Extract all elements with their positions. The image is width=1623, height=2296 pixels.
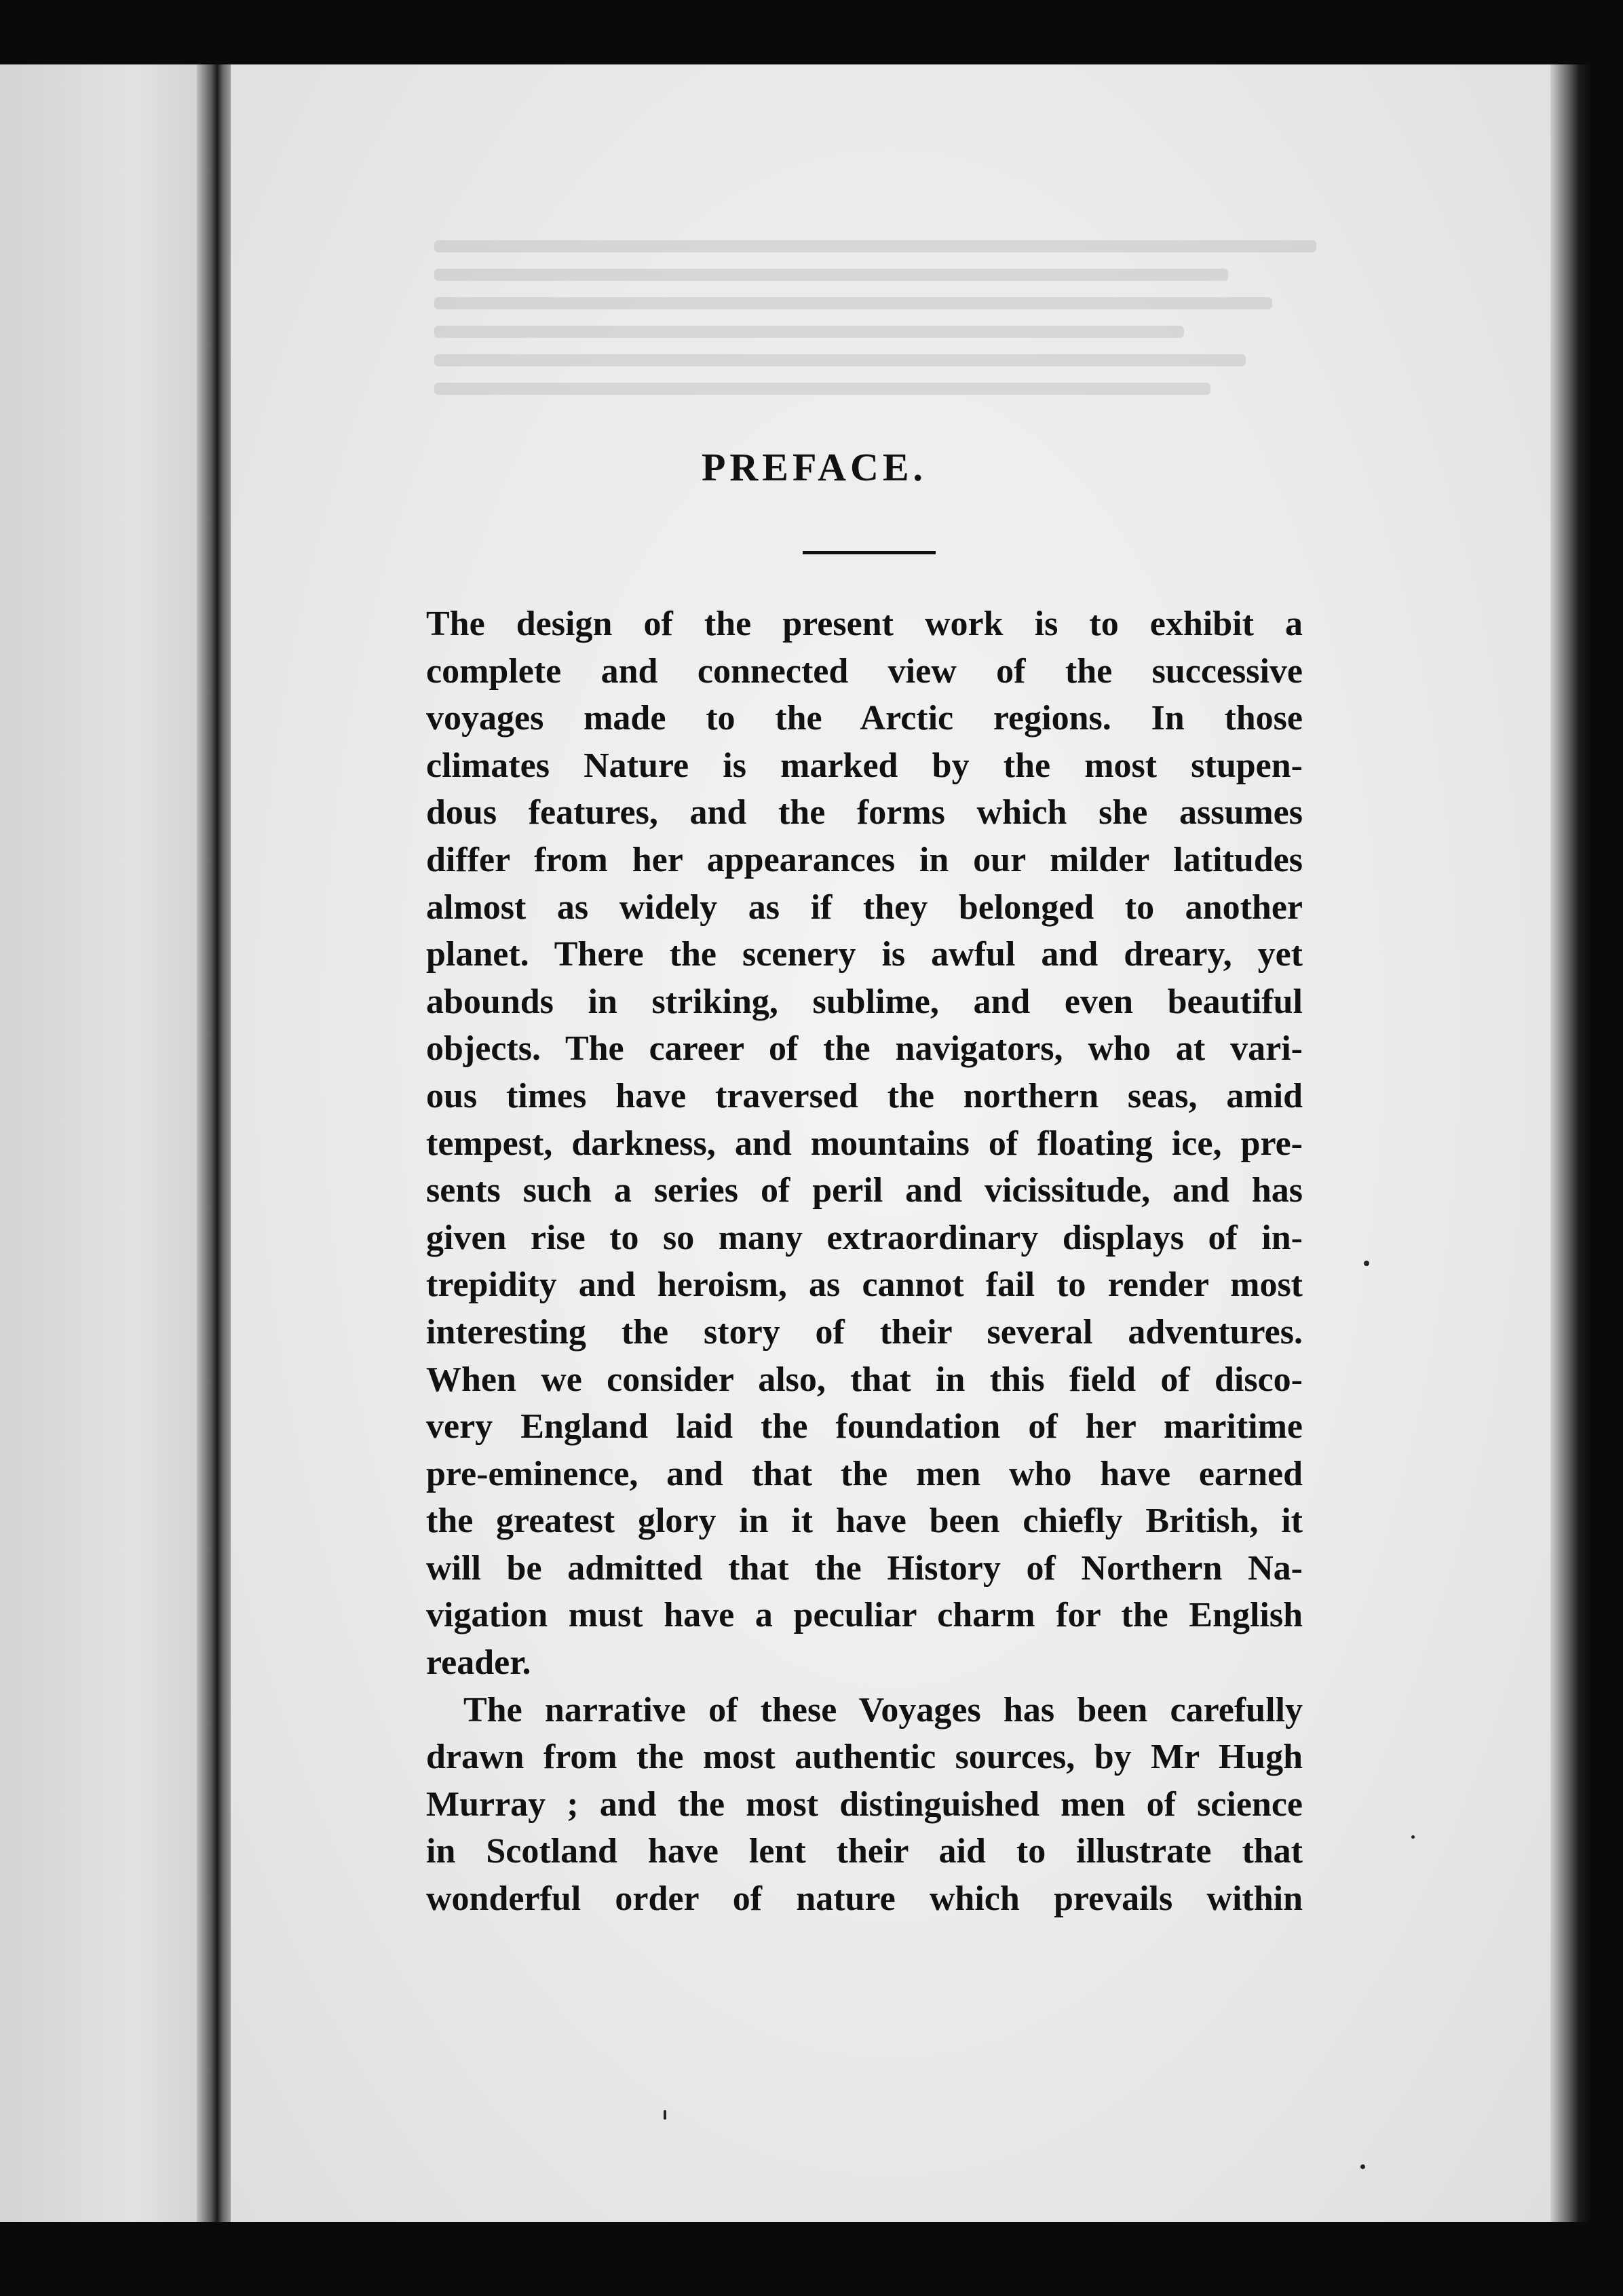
text-line: vigation must have a peculiar charm for the English [426,1596,1303,1635]
text-line: pre-eminence, and that the men who have earned [426,1454,1303,1493]
text-line: trepidity and heroism, as cannot fail to render most [426,1265,1303,1305]
ink-speck [1364,1261,1369,1266]
text-line: will be admitted that the History of Northern Na- [426,1548,1303,1588]
ink-speck [1360,2164,1365,2169]
title-rule [803,551,936,554]
text-line: drawn from the most authentic sources, by Mr Hugh [426,1738,1303,1777]
text-line: differ from her appearances in our milder latitudes [426,840,1303,879]
text-line: voyages made to the Arctic regions. In those [426,699,1303,738]
text-line: reader. [426,1643,531,1683]
text-line: wonderful order of nature which prevails within [426,1879,1303,1919]
text-line: The design of the present work is to exhibit a [426,605,1303,643]
page-title: PREFACE. [701,445,928,489]
text-line: interesting the story of their several adventures. [426,1312,1303,1352]
text-line: abounds in striking, sublime, and even beautiful [426,982,1303,1021]
text-line: The narrative of these Voyages has been carefully [463,1690,1303,1729]
text-line: When we consider also, that in this field of disco- [426,1360,1303,1399]
paragraph-1 [426,600,1303,1687]
text-line: planet. There the scenery is awful and dreary, yet [426,935,1303,974]
text-line: the greatest glory in it have been chiefly British, it [426,1501,1303,1541]
text-line: in Scotland have lent their aid to illustrate that [426,1832,1303,1871]
text-line: Murray ; and the most distinguished men of science [426,1784,1303,1824]
paragraph-2 [426,1687,1303,1923]
text-line: very England laid the foundation of her maritime [426,1407,1303,1447]
text-line: complete and connected view of the successive [426,651,1303,691]
text-line: sents such a series of peril and vicissitude, and has [426,1171,1303,1210]
page-right-edge [1550,64,1591,2222]
text-line: ous times have traversed the northern seas, amid [426,1076,1303,1115]
text-line: given rise to so many extraordinary displays of in- [426,1218,1303,1257]
ink-speck [664,2110,666,2120]
text-line: dous features, and the forms which she assumes [426,793,1303,833]
text-line: almost as widely as if they belonged to another [426,887,1303,927]
text-line: tempest, darkness, and mountains of floating ice, pre- [426,1124,1303,1163]
text-line: objects. The career of the navigators, who at vari- [426,1029,1303,1069]
facing-page-edge [0,64,224,2222]
text-line: climates Nature is marked by the most stupen- [426,746,1303,785]
preface-body [426,600,1303,1923]
ink-speck [1411,1835,1415,1839]
